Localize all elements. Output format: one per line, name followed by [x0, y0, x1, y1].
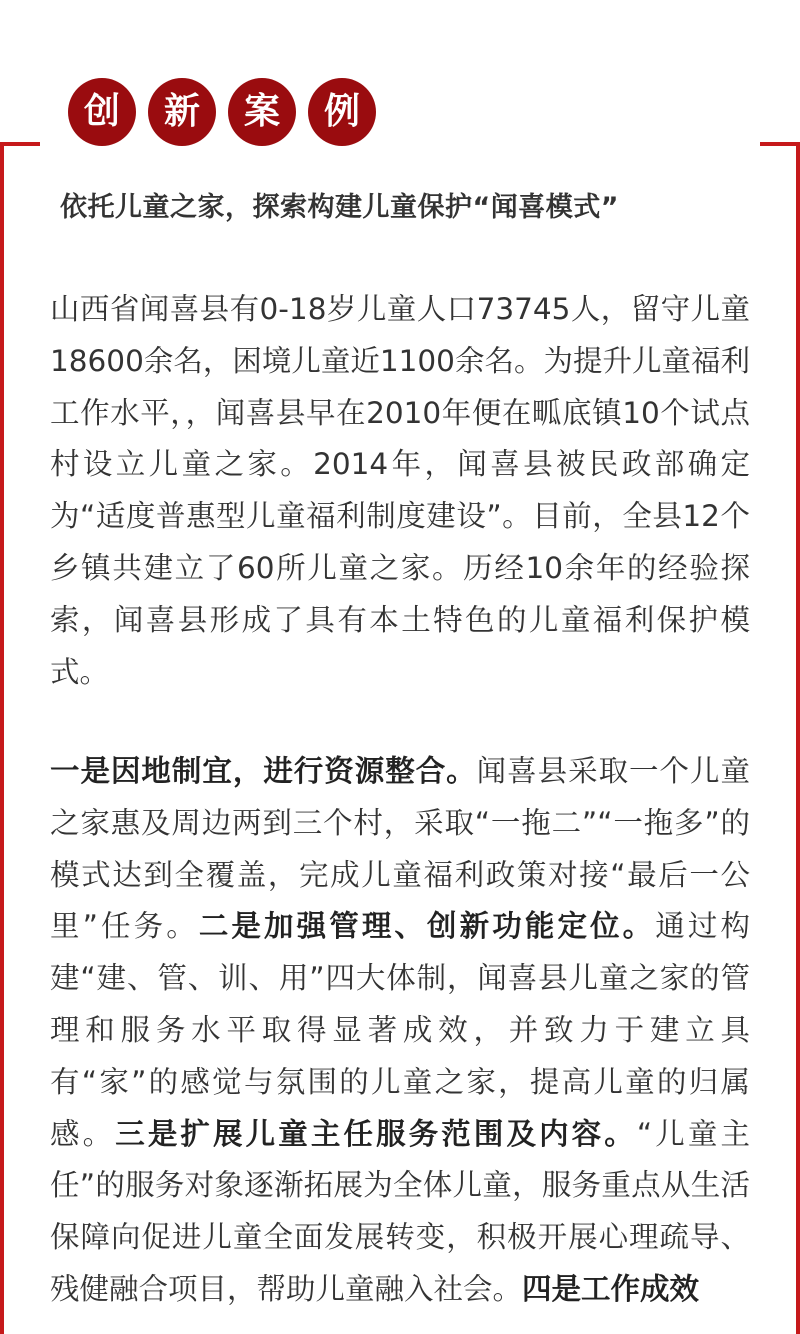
title-badge-4: 例 [308, 78, 376, 146]
frame-top-right-line [760, 142, 800, 146]
measure-3-heading: 三是扩展儿童主任服务范围及内容。 [115, 1116, 637, 1151]
section-title-badges [68, 78, 376, 146]
measure-1-heading: 一是因地制宜，进行资源整合。 [50, 754, 477, 788]
measure-1-text: 闻喜县采取一个儿童之家惠及周边两到三个村，采取“一拖二”“一拖多”的模式达到全覆盖，完成儿童福利政策对接“最后一公里”任务。 [50, 754, 750, 944]
article-subtitle: 依托儿童之家，探索构建儿童保护“闻喜模式” [60, 192, 619, 223]
frame-right-border [796, 142, 800, 1334]
frame-left-border [0, 142, 4, 1334]
intro-paragraph: 山西省闻喜县有0-18岁儿童人口73745人，留守儿童18600余名，困境儿童近1100余名。为提升儿童福利工作水平，，闻喜县早在2010年便在畖底镇10个试点村设立儿童之家。2014年，闻喜县被民政部确定为“适度普惠型儿童福利制度建设”。目前，全县12个乡镇共建立了60所儿童之家。历经10余年的经验探索，闻喜县形成了具有本土特色的儿童福利保护模式。 [50, 292, 750, 689]
title-badge-2: 新 [148, 78, 216, 146]
measures-paragraph [50, 746, 750, 1316]
frame-top-left-line [0, 142, 40, 146]
title-badge-3: 案 [228, 78, 296, 146]
title-badge-1: 创 [68, 78, 136, 146]
measure-2-heading: 二是加强管理、创新功能定位。 [198, 909, 656, 944]
measure-3-text: “儿童主任”的服务对象逐渐拓展为全体儿童，服务重点从生活保障向促进儿童全面发展转变，积极开展心理疏导、残健融合项目，帮助儿童融入社会。 [50, 1116, 750, 1306]
measure-4-heading: 四是工作成效 [522, 1271, 700, 1306]
measure-2-text: 通过构建“建、管、训、用”四大体制，闻喜县儿童之家的管理和服务水平取得显著成效，并致力于建立具有“家”的感觉与氛围的儿童之家，提高儿童的归属感。 [50, 909, 750, 1151]
